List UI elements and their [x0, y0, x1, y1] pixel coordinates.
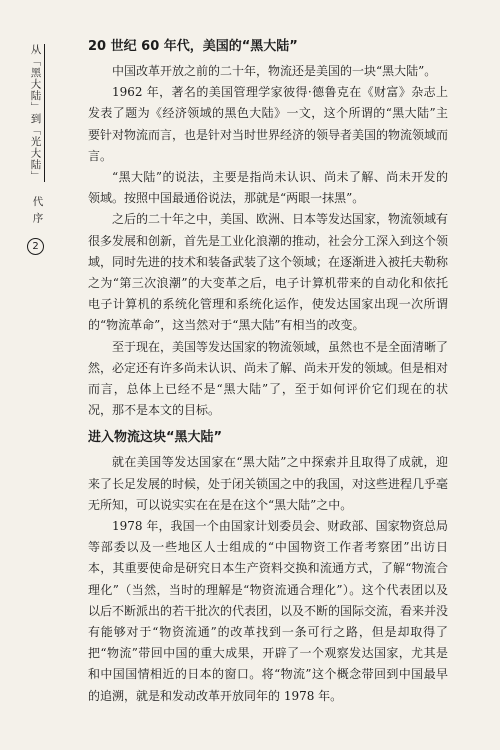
series-title: 从「黑大陆」到「光大陆」	[30, 44, 45, 182]
paragraph: 至于现在，美国等发达国家的物流领域，虽然也不是全面清晰了然，必定还有许多尚未认识、尚未了解、尚未开发的领域。但是相对而言，总体上已经不是“黑大陆”了，至于如何评价它们现在的状况，那不是本文的目标。	[88, 339, 449, 418]
paragraph: 之后的二十年之中，美国、欧洲、日本等发达国家，物流领域有很多发展和创新，首先是工业化浪潮的推动，社会分工深入到这个领域，同时先进的技术和装备武装了这个领域；在逐渐进入被托夫勒称之为“第三次浪潮”的大变革之后，电子计算机带来的自动化和依托电子计算机的系统化管理和系统化运作，使发达国家出现一次所谓的“物流革命”，这当然对于“黑大陆”有相当的改变。	[88, 212, 449, 333]
paragraph: 中国改革开放之前的二十年，物流还是美国的一块“黑大陆”。	[112, 64, 437, 78]
page-number: 2	[27, 238, 44, 255]
section-heading-2: 进入物流这块“黑大陆”	[88, 430, 223, 446]
paragraph: 1978 年，我国一个由国家计划委员会、财政部、国家物资总局等部委以及一些地区人士组成的“中国物资工作者考察团”出访日本，其重要使命是研究日本生产资料交换和流通方式，了解“物流合理化”（当然，当时的理解是“物资流通合理化”）。这个代表团以及以后不断派出的若干批次的代表团，以及不断的国际交流，看来并没有能够对于“物资流通”的改革找到一条可行之路，但是却取得了把“物流”带回中国的重大成果，开辟了一个观察发达国家，尤其是和中国国情相近的日本的窗口。将“物流”这个概念带回到中国最早的追溯，就是和发动改革开放同年的 1978 年。	[88, 519, 449, 703]
main-text	[88, 37, 448, 707]
section-heading-1: 20 世纪 60 年代，美国的“黑大陆”	[88, 39, 298, 54]
margin-column	[26, 44, 50, 229]
section-label: 代序	[31, 196, 44, 229]
paragraph: 1962 年，著名的美国管理学家彼得·德鲁克在《财富》杂志上发表了题为《经济领域的黑色大陆》一文，这个所谓的“黑大陆”主要针对物流而言，也是针对当时世界经济的领导者美国的物流领域而言。	[88, 85, 449, 163]
paragraph: “黑大陆”的说法，主要是指尚未认识、尚未了解、尚未开发的领域。按照中国最通俗说法，那就是“两眼一抹黑”。	[88, 170, 448, 206]
paragraph: 就在美国等发达国家在“黑大陆”之中探索并且取得了成就，迎来了长足发展的时候，处于闭关锁国之中的我国，对这些进程几乎毫无所知，可以说实实在在是在这个“黑大陆”之中。	[88, 455, 449, 512]
